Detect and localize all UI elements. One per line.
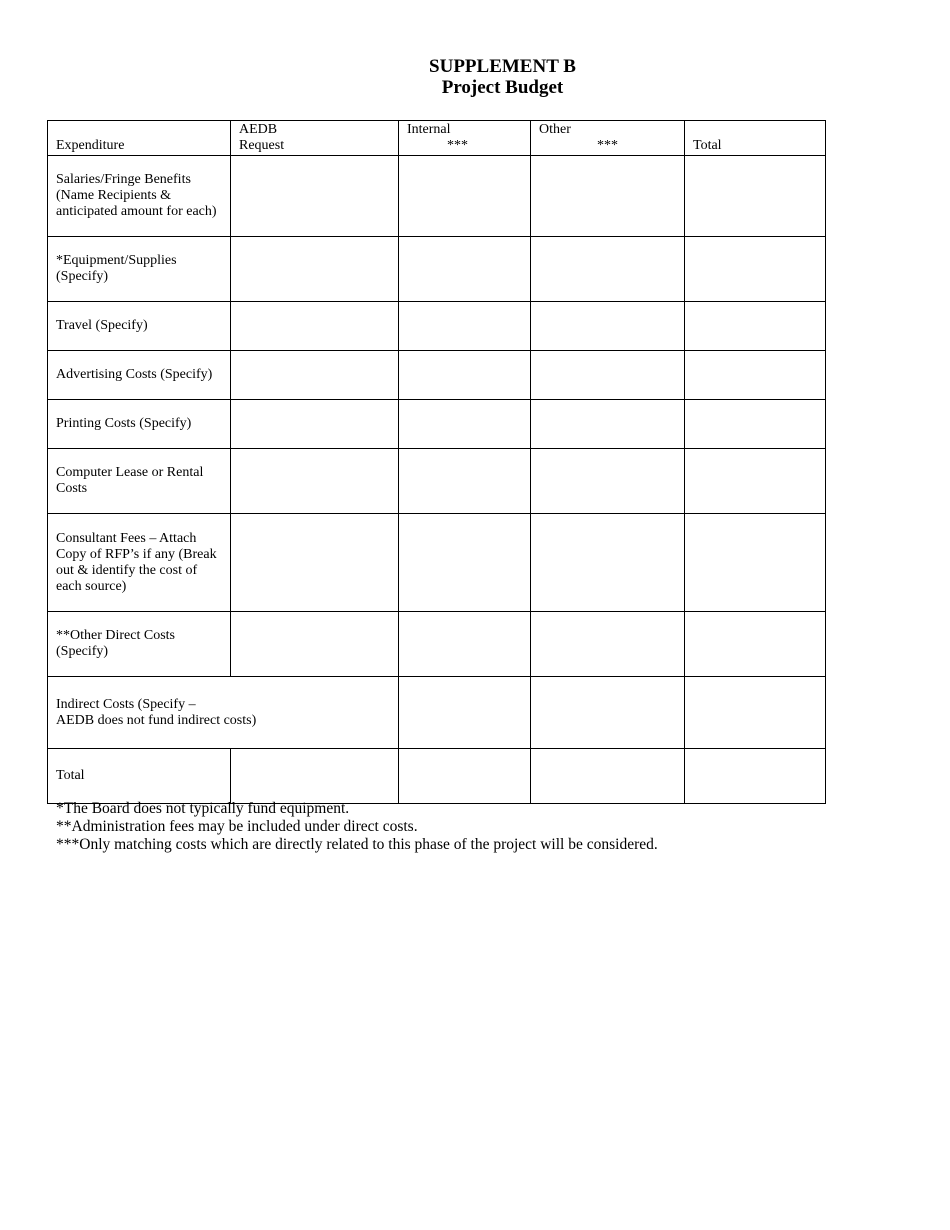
cell-internal[interactable]: [399, 749, 531, 804]
cell-other[interactable]: [531, 400, 685, 449]
footnotes: [56, 800, 658, 854]
cell-aedb-request[interactable]: [231, 612, 399, 677]
cell-internal[interactable]: [399, 302, 531, 351]
table-row: [48, 612, 826, 677]
cell-total[interactable]: [685, 237, 826, 302]
cell-other[interactable]: [531, 514, 685, 612]
cell-aedb-request[interactable]: [231, 400, 399, 449]
cell-total[interactable]: [685, 749, 826, 804]
cell-other[interactable]: [531, 612, 685, 677]
cell-total[interactable]: [685, 156, 826, 237]
table-row: [48, 351, 826, 400]
cell-aedb-request[interactable]: [231, 302, 399, 351]
table-row: [48, 449, 826, 514]
cell-other[interactable]: [531, 237, 685, 302]
header-expenditure: Expenditure: [48, 121, 231, 156]
row-label-travel: Travel (Specify): [48, 302, 231, 351]
cell-total[interactable]: [685, 677, 826, 749]
footnote-matching-costs: ***Only matching costs which are directly related to this phase of the project will be considered.: [56, 836, 658, 853]
table-header-row: [48, 121, 826, 156]
table-row: [48, 514, 826, 612]
row-label-printing: Printing Costs (Specify): [48, 400, 231, 449]
table-row-total: [48, 749, 826, 804]
row-label-consultant-fees: Consultant Fees – Attach Copy of RFP’s if any (Break out & identify the cost of each source): [48, 514, 231, 612]
cell-internal[interactable]: [399, 400, 531, 449]
cell-internal[interactable]: [399, 514, 531, 612]
cell-aedb-request[interactable]: [231, 749, 399, 804]
cell-other[interactable]: [531, 351, 685, 400]
cell-other[interactable]: [531, 302, 685, 351]
header-internal: Internal ***: [399, 121, 531, 156]
footnote-administration: **Administration fees may be included under direct costs.: [56, 818, 418, 835]
cell-other[interactable]: [531, 749, 685, 804]
row-label-total: Total: [48, 749, 231, 804]
cell-aedb-request[interactable]: [231, 237, 399, 302]
cell-aedb-request[interactable]: [231, 351, 399, 400]
budget-table: [47, 120, 826, 804]
footnote-equipment: *The Board does not typically fund equipment.: [56, 800, 350, 817]
cell-internal[interactable]: [399, 156, 531, 237]
cell-internal[interactable]: [399, 351, 531, 400]
cell-internal[interactable]: [399, 449, 531, 514]
row-label-other-direct-costs: **Other Direct Costs (Specify): [48, 612, 231, 677]
cell-aedb-request[interactable]: [231, 449, 399, 514]
row-label-computer-lease: Computer Lease or Rental Costs: [48, 449, 231, 514]
cell-other[interactable]: [531, 677, 685, 749]
page-title: [330, 56, 675, 98]
cell-other[interactable]: [531, 449, 685, 514]
cell-total[interactable]: [685, 302, 826, 351]
title-line-1: SUPPLEMENT B: [429, 56, 576, 77]
cell-aedb-request[interactable]: [231, 156, 399, 237]
cell-aedb-request[interactable]: [231, 514, 399, 612]
row-label-salaries: Salaries/Fringe Benefits (Name Recipients & anticipated amount for each): [48, 156, 231, 237]
header-aedb-request: AEDB Request: [231, 121, 399, 156]
cell-other[interactable]: [531, 156, 685, 237]
table-row: [48, 237, 826, 302]
cell-total[interactable]: [685, 449, 826, 514]
row-label-advertising: Advertising Costs (Specify): [48, 351, 231, 400]
table-row: [48, 677, 826, 749]
table-row: [48, 302, 826, 351]
cell-total[interactable]: [685, 612, 826, 677]
header-total: Total: [685, 121, 826, 156]
cell-total[interactable]: [685, 514, 826, 612]
row-label-equipment: *Equipment/Supplies (Specify): [48, 237, 231, 302]
table-row: [48, 156, 826, 237]
row-label-indirect-costs: Indirect Costs (Specify – AEDB does not fund indirect costs): [48, 677, 399, 749]
cell-total[interactable]: [685, 351, 826, 400]
header-other: Other ***: [531, 121, 685, 156]
cell-total[interactable]: [685, 400, 826, 449]
cell-internal[interactable]: [399, 237, 531, 302]
table-row: [48, 400, 826, 449]
cell-internal[interactable]: [399, 677, 531, 749]
cell-internal[interactable]: [399, 612, 531, 677]
title-line-2: Project Budget: [441, 77, 564, 98]
